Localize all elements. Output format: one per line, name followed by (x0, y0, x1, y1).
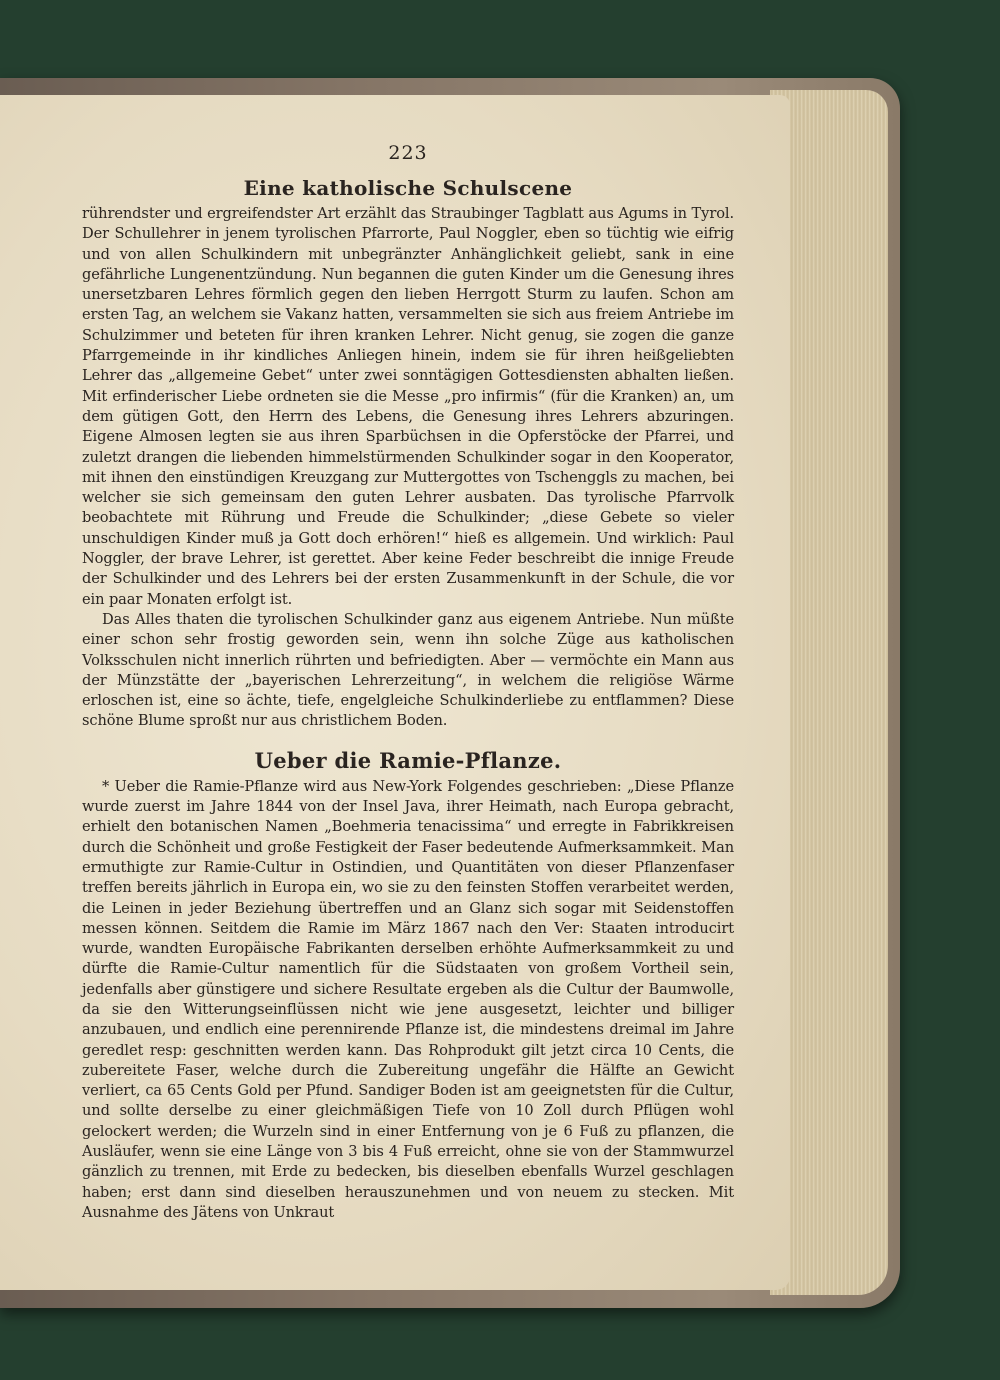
article-title: Ueber die Ramie-Pflanze. (254, 747, 562, 773)
page-number: 223 (388, 142, 428, 164)
article-paragraph: * Ueber die Ramie-Pflanze wird aus New-York Folgendes geschrieben: „Diese Pflanze wurde zuerst im Jahre 1844 von der Insel Java, ihrer Heimath, nach Europa gebracht, erhielt den botanischen Namen „Boehmeria tenacissima“ und erregte in Fabrikkreisen durch die Schönheit und große Festigkeit der Faser bedeutende Aufmerksammkeit. Man ermuthigte zur Ramie-Cultur in Ostindien, und Quantitäten von dieser Pflanzenfaser treffen bereits jährlich in Europa ein, wo sie zu den feinsten Stoffen verarbeitet werden, die Leinen in jeder Beziehung übertreffen und an Glanz sich sogar mit Seidenstoffen messen können. Seitdem die Ramie im März 1867 nach den Ver: Staaten introducirt wurde, wandten Europäische Fabrikanten derselben erhöhte Aufmerksammkeit zu und dürfte die Ramie-Cultur namentlich für die Südstaaten von großem Vortheil sein, jedenfalls aber günstigere und sichere Resultate ergeben als die Cultur der Baumwolle, da sie den Witterungseinflüssen nicht wie jene ausgesetzt, leichter und billiger anzubauen, und endlich eine perennirende Pflanze ist, die mindestens dreimal im Jahre geredlet resp: geschnitten werden kann. Das Rohprodukt gilt jetzt circa 10 Cents, die zubereitete Faser, welche durch die Zubereitung ungefähr die Hälfte an Gewicht verliert, ca 65 Cents Gold per Pfund. Sandiger Boden ist am geeignetsten für die Cultur, und sollte derselbe zu einer gleichmäßigen Tiefe von 10 Zoll durch Pflügen wohl gelockert werden; die Wurzeln sind in einer Entfernung von je 6 Fuß zu pflanzen, die Ausläufer, wenn sie eine Länge von 3 bis 4 Fuß erreicht, ohne sie von der Stammwurzel gänzlich zu trennen, mit Erde zu bedecken, bis dieselben ebenfalls Wurzel geschlagen haben; erst dann sind dieselben herauszunehmen und von neuem zu stecken. Mit Ausnahme des Jätens von Unkraut (82, 777, 734, 1221)
article-paragraph: rührendster und ergreifendster Art erzählt das Straubinger Tagblatt aus Agums in Tyrol. Der Schullehrer in jenem tyrolischen Pfarrorte, Paul Noggler, eben so tüchtig wie eifrig und von allen Schulkindern mit unbegränzter Anhänglichkeit geliebt, sank in eine gefährliche Lungenentzündung. Nun begannen die guten Kinder um die Genesung ihres unersetzbaren Lehres förmlich gegen den lieben Herrgott Sturm zu laufen. Schon am ersten Tag, an welchem sie Vakanz hatten, versammelten sie sich aus freiem Antriebe im Schulzimmer und beteten für ihren kranken Lehrer. Nicht genug, sie zogen die ganze Pfarrgemeinde in ihr kindliches Anliegen hinein, indem sie für ihren heißgeliebten Lehrer das „allgemeine Gebet“ unter zwei sonntägigen Gottesdiensten abhalten ließen. Mit erfinderischer Liebe ordneten sie die Messe „pro infirmis“ (für die Kranken) an, um dem gütigen Gott, den Herrn des Lebens, die Genesung ihres Lehrers abzuringen. Eigene Almosen legten sie aus ihren Sparbüchsen in die Opferstöcke der Pfarrei, und zuletzt drangen die liebenden himmelstürmenden Schulkinder sogar in den Kooperator, mit ihnen den einstündigen Kreuzgang zur Muttergottes von Tschenggls zu machen, bei welcher sie sich gemeinsam den guten Lehrer ausbaten. Das tyrolische Pfarrvolk beobachtete mit Rührung und Freude die Schulkinder; „diese Gebete so vieler unschuldigen Kinder muß ja Gott doch erhören!“ hieß es allgemein. Und wirklich: Paul Noggler, der brave Lehrer, ist gerettet. Aber keine Feder beschreibt die innige Freude der Schulkinder und des Lehrers bei der ersten Zusammenkunft in der Schule, die vor ein paar Monaten erfolgt ist. (82, 205, 734, 608)
article-paragraph: Das Alles thaten die tyrolischen Schulkinder ganz aus eigenem Antriebe. Nun müßte einer schon sehr frostig geworden sein, wenn ihn solche Züge aus katholischen Volksschulen nicht innerlich rührten und befriedigten. Aber — vermöchte ein Mann aus der Münzstätte der „bayerischen Lehrerzeitung“, in welchem die religiöse Wärme erloschen ist, eine so ächte, tiefe, engelgleiche Schulkinderliebe zu entflammen? Diese schöne Blume sproßt nur aus christlichem Boden. (82, 610, 734, 730)
page-text (82, 142, 734, 1223)
article-title: Eine katholische Schulscene (243, 176, 573, 200)
